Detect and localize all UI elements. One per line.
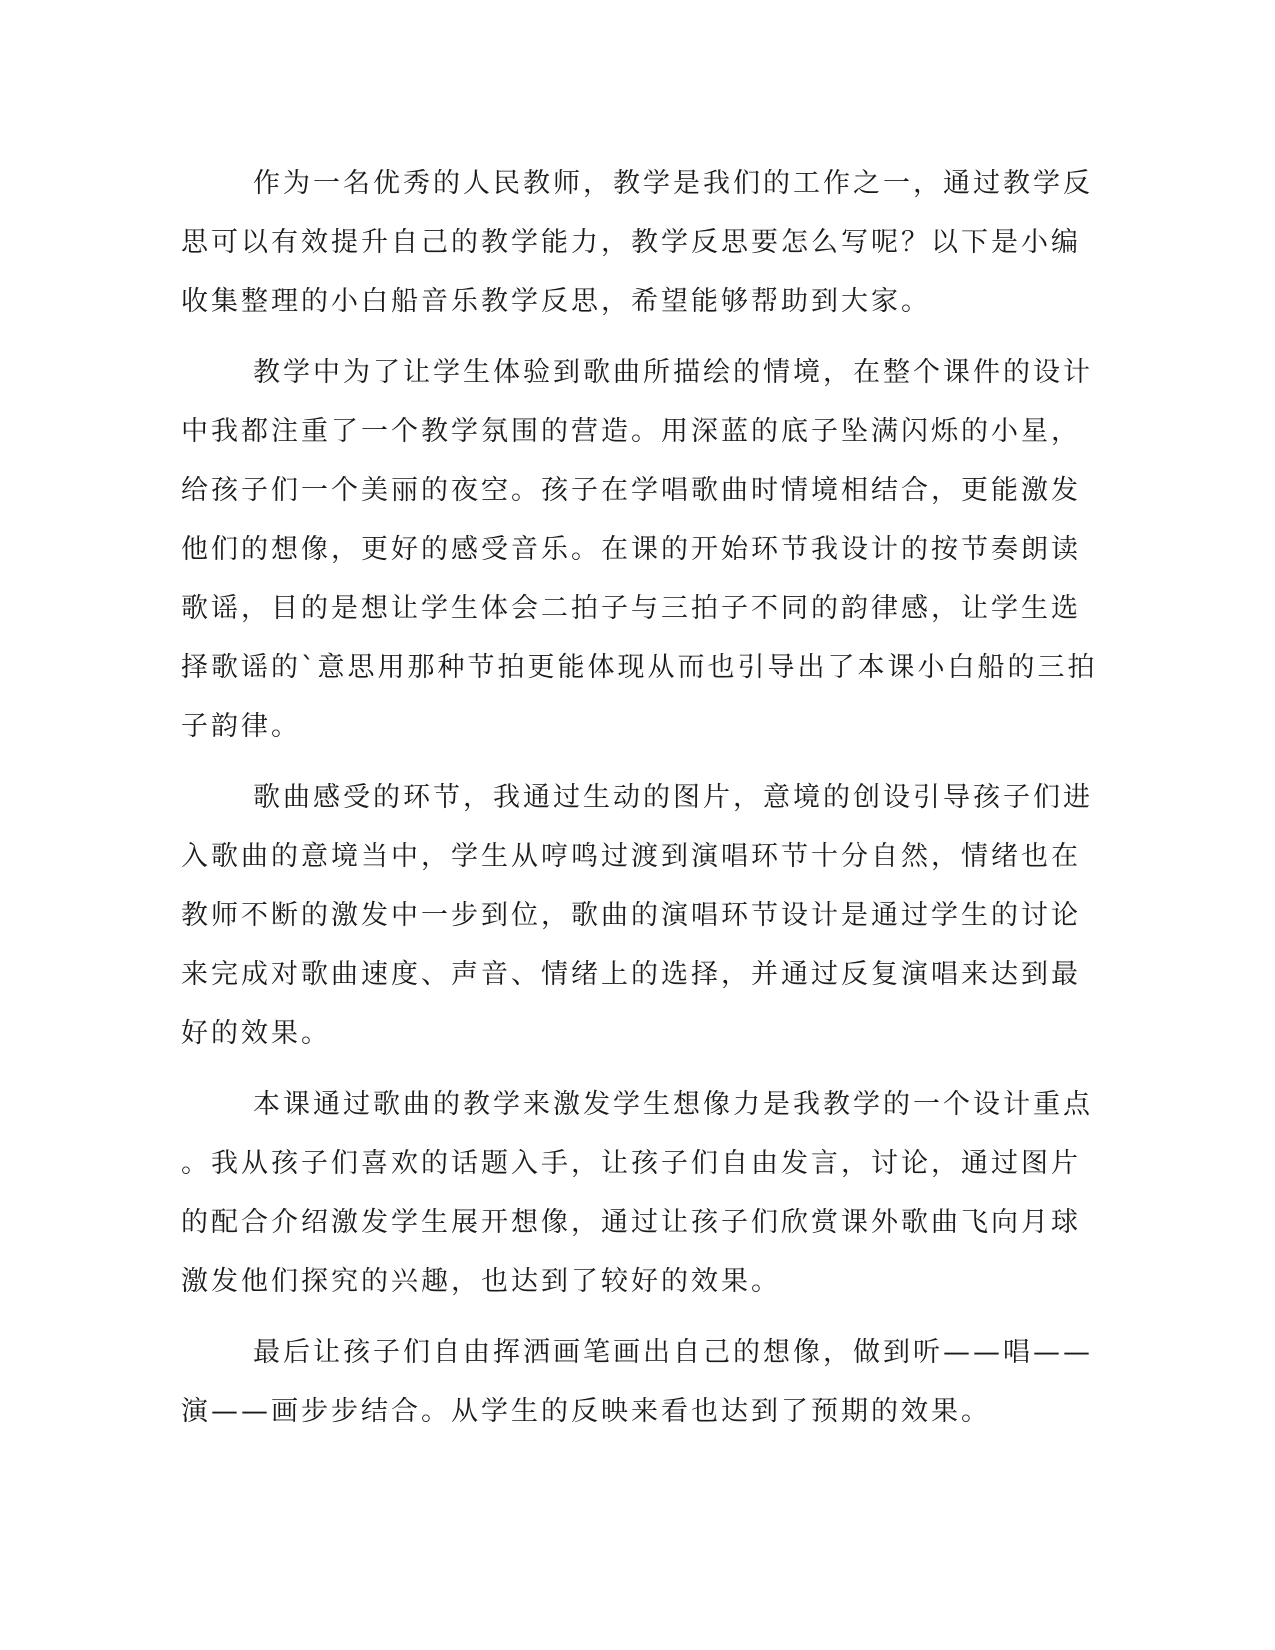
paragraph-line: 最后让孩子们自由挥洒画笔画出自己的想像，做到听——唱—— — [253, 1337, 1093, 1368]
paragraph-line: 歌谣，目的是想让学生体会二拍子与三拍子不同的韵律感，让学生选 — [181, 593, 1081, 624]
paragraph-line: 他们的想像，更好的感受音乐。在课的开始环节我设计的按节奏朗读 — [181, 534, 1081, 565]
paragraph-line: 中我都注重了一个教学氛围的营造。用深蓝的底子坠满闪烁的小星， — [181, 416, 1081, 447]
paragraph-line: 作为一名优秀的人民教师，教学是我们的工作之一，通过教学反 — [253, 168, 1093, 199]
paragraph-line: 教学中为了让学生体验到歌曲所描绘的情境，在整个课件的设计 — [253, 357, 1093, 388]
paragraph-1 — [181, 154, 1093, 331]
paragraph-line: 给孩子们一个美丽的夜空。孩子在学唱歌曲时情境相结合，更能激发 — [181, 475, 1081, 506]
document-body — [181, 154, 1098, 1453]
paragraph-line: 歌曲感受的环节，我通过生动的图片，意境的创设引导孩子们进 — [253, 782, 1093, 813]
paragraph-line: 来完成对歌曲速度、声音、情绪上的选择，并通过反复演唱来达到最 — [181, 959, 1081, 990]
paragraph-line: 思可以有效提升自己的教学能力，教学反思要怎么写呢？以下是小编 — [181, 227, 1081, 258]
paragraph-line: 收集整理的小白船音乐教学反思，希望能够帮助到大家。 — [181, 286, 931, 317]
paragraph-line: 好的效果。 — [181, 1018, 331, 1049]
paragraph-line: 。我从孩子们喜欢的话题入手，让孩子们自由发言，讨论，通过图片 — [181, 1148, 1081, 1179]
paragraph-line: 演——画步步结合。从学生的反映来看也达到了预期的效果。 — [181, 1396, 991, 1427]
paragraph-line: 教师不断的激发中一步到位，歌曲的演唱环节设计是通过学生的讨论 — [181, 900, 1081, 931]
paragraph-5 — [181, 1323, 1093, 1441]
paragraph-line: 择歌谣的`意思用那种节拍更能体现从而也引导出了本课小白船的三拍 — [181, 652, 1098, 683]
paragraph-line: 子韵律。 — [181, 711, 301, 742]
paragraph-line: 本课通过歌曲的教学来激发学生想像力是我教学的一个设计重点 — [253, 1089, 1093, 1120]
paragraph-3 — [181, 768, 1093, 1063]
paragraph-line: 入歌曲的意境当中，学生从哼鸣过渡到演唱环节十分自然，情绪也在 — [181, 841, 1081, 872]
paragraph-line: 激发他们探究的兴趣，也达到了较好的效果。 — [181, 1266, 781, 1297]
paragraph-line: 的配合介绍激发学生展开想像，通过让孩子们欣赏课外歌曲飞向月球 — [181, 1207, 1081, 1238]
paragraph-4 — [181, 1075, 1093, 1311]
paragraph-2 — [181, 343, 1098, 756]
